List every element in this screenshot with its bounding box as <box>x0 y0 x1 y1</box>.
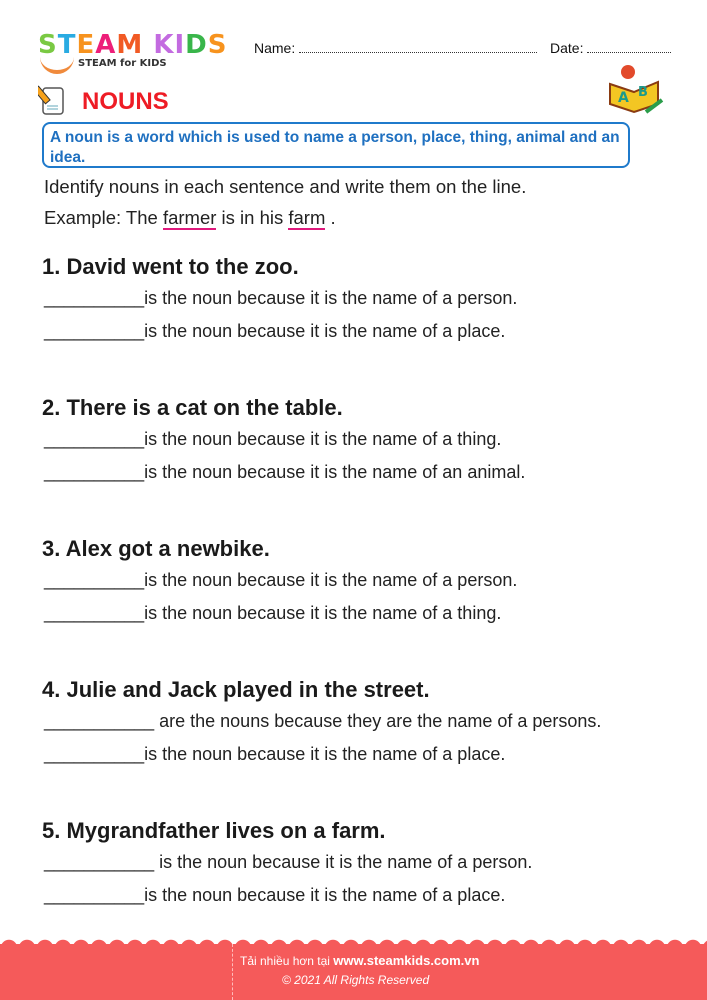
pencil-paper-icon <box>38 84 68 116</box>
question-title: 1. David went to the zoo. <box>42 254 299 279</box>
answer-line[interactable]: __________is the noun because it is the name of a place. <box>44 321 506 341</box>
answer-line[interactable]: ___________ is the noun because it is the name of a person. <box>44 852 533 872</box>
example-suffix: . <box>325 207 336 228</box>
date-field[interactable] <box>550 40 671 56</box>
footer-divider <box>232 944 233 1000</box>
example-noun-farm: farm <box>288 207 326 228</box>
footer-download <box>240 953 479 968</box>
answer-line[interactable]: __________is the noun because it is the name of a thing. <box>44 603 502 623</box>
date-label: Date: <box>550 40 584 56</box>
example-middle: is in his <box>216 207 289 228</box>
answer-line[interactable]: __________is the noun because it is the name of a thing. <box>44 429 502 449</box>
svg-text:B: B <box>638 85 648 100</box>
answer-line[interactable]: __________is the noun because it is the name of a place. <box>44 744 506 764</box>
question-title: 5. Mygrandfather lives on a farm. <box>42 818 386 843</box>
example <box>44 207 336 229</box>
question-title: 2. There is a cat on the table. <box>42 395 343 420</box>
abc-book-icon <box>606 62 664 114</box>
logo-subtitle: STEAM for KIDS <box>78 58 167 69</box>
svg-text:A: A <box>618 90 629 106</box>
name-field[interactable] <box>254 40 537 56</box>
steam-kids-logo: STEAM KIDS <box>38 30 228 60</box>
answer-line[interactable]: __________is the noun because it is the name of a person. <box>44 288 518 308</box>
page-title: NOUNS <box>82 88 169 115</box>
answer-line[interactable]: __________is the noun because it is the name of a person. <box>44 570 518 590</box>
question-title: 3. Alex got a newbike. <box>42 536 270 561</box>
footer-prefix: Tải nhiều hơn tại <box>240 954 334 968</box>
example-prefix: Example: The <box>44 207 163 228</box>
question-title: 4. Julie and Jack played in the street. <box>42 677 430 702</box>
name-label: Name: <box>254 40 296 56</box>
logo-swoosh-icon <box>40 56 74 74</box>
example-noun-farmer: farmer <box>162 207 217 228</box>
footer-url[interactable]: www.steamkids.com.vn <box>333 953 480 968</box>
answer-line[interactable]: ___________ are the nouns because they are the name of a persons. <box>44 711 602 731</box>
answer-line[interactable]: __________is the noun because it is the name of a place. <box>44 885 506 905</box>
answer-line[interactable]: __________is the noun because it is the name of an animal. <box>44 462 526 482</box>
footer-copyright: © 2021 All Rights Reserved <box>282 973 430 987</box>
instruction: Identify nouns in each sentence and write them on the line. <box>44 176 527 197</box>
definition-box: A noun is a word which is used to name a person, place, thing, animal and an idea. <box>42 122 630 168</box>
